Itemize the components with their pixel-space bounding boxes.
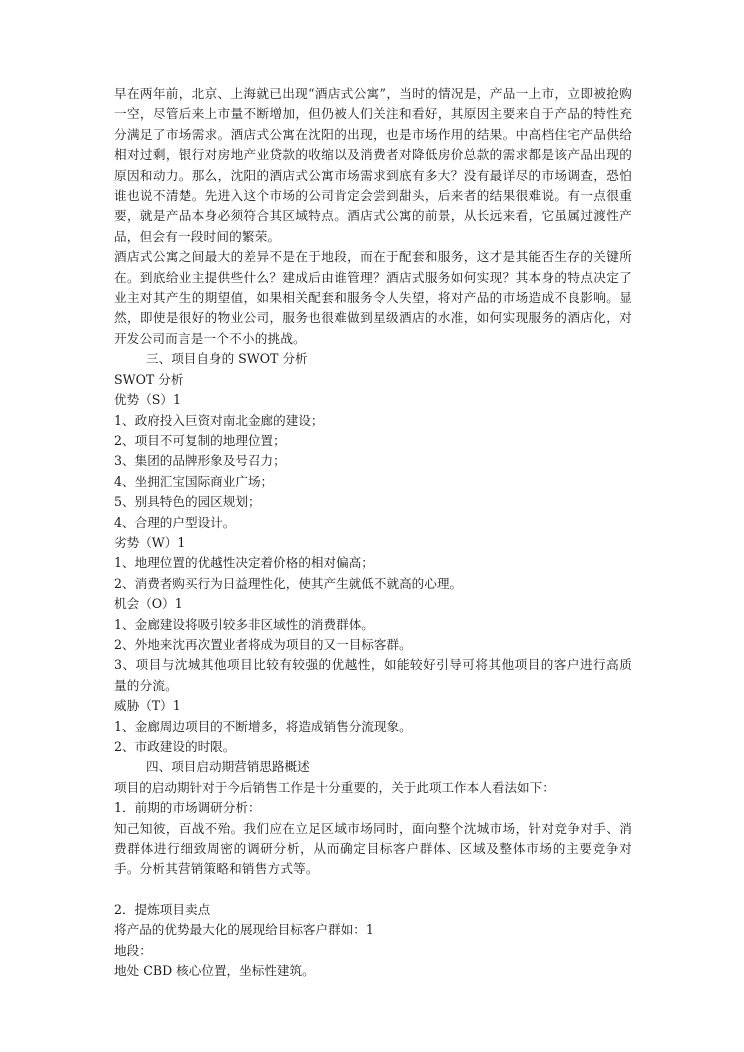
strength-item: 1、政府投入巨资对南北金廊的建设； [114, 412, 324, 428]
opportunity-item: 3、项目与沈城其他项目比较有较强的优越性，如能较好引导可将其他项目的客户进行高质量的分流。 [114, 657, 632, 693]
marketing-section-heading: 四、项目启动期营销思路概述 [146, 759, 310, 775]
strength-item: 4、坐拥汇宝国际商业广场； [114, 473, 274, 489]
opportunity-item: 1、金廊建设将吸引较多非区域性的消费群体。 [114, 616, 374, 632]
blank-line [114, 880, 632, 900]
swot-section-heading: 三、项目自身的 SWOT 分析 [146, 351, 308, 367]
weakness-item: 1、地理位置的优越性决定着价格的相对偏高； [114, 555, 374, 571]
intro-paragraph-1: 早在两年前，北京、上海就已出现“酒店式公寓”，当时的情况是，产品一上市，立即被抢购一空，尽管后来上市量不断增加，但仍被人们关注和看好，其原因主要来自于产品的特性充分满足了市场需求。酒店式公寓在沈阳的出现，也是市场作用的结果。中高档住宅产品供给相对过剩，银行对房地产业贷款的收缩以及消费者对降低房价总款的需求都是该产品出现的原因和动力。那么，沈阳的酒店式公寓市场需求到底有多大？没有最详尽的市场调查，恐怕谁也说不清楚。先进入这个市场的公司肯定会尝到甜头，后来者的结果很难说。有一点很重要，就是产品本身必须符合其区域特点。酒店式公寓的前景，从长远来看，它虽属过渡性产品，但会有一段时间的繁荣。 [114, 86, 632, 244]
opportunities-title: 机会（O）1 [114, 596, 183, 612]
swot-title: SWOT 分析 [114, 371, 184, 387]
strength-item: 4、合理的户型设计。 [114, 514, 236, 530]
weaknesses-title: 劣势（W）1 [114, 534, 186, 550]
intro-paragraph-2: 酒店式公寓之间最大的差异不是在于地段，而在于配套和服务，这才是其能否生存的关键所在。到底给业主提供些什么？建成后由谁管理？酒店式服务如何实现？其本身的特点决定了业主对其产生的期望值，如果相关配套和服务令人失望，将对产品的市场造成不良影响。显然，即使是很好的物业公司，服务也很难做到星级酒店的水准，如何实现服务的酒店化，对开发公司而言是一个不小的挑战。 [114, 249, 632, 346]
strengths-title: 优势（S）1 [114, 392, 182, 408]
location-title: 地段： [114, 942, 152, 958]
strength-item: 2、项目不可复制的地理位置； [114, 432, 286, 448]
strength-item: 3、集团的品牌形象及号召力； [114, 453, 286, 469]
threat-item: 1、金廊周边项目的不断增多，将造成销售分流现象。 [114, 718, 412, 734]
selling-points-title: 2．提炼项目卖点 [114, 901, 211, 917]
strength-item: 5、别具特色的园区规划； [114, 494, 261, 510]
threats-title: 威胁（T）1 [114, 698, 181, 714]
marketing-intro: 项目的启动期针对于今后销售工作是十分重要的，关于此项工作本人看法如下： [114, 779, 555, 795]
location-body: 地处 CBD 核心位置，坐标性建筑。 [114, 963, 315, 979]
weakness-item: 2、消费者购买行为日益理性化，使其产生就低不就高的心理。 [114, 575, 463, 591]
threat-item: 2、市政建设的时限。 [114, 739, 236, 754]
opportunity-item: 2、外地来沈再次置业者将成为项目的又一目标客群。 [114, 636, 412, 652]
selling-points-intro: 将产品的优势最大化的展现给目标客户群如：1 [114, 922, 374, 938]
market-research-body: 知己知彼，百战不殆。我们应在立足区域市场同时，面向整个沈城市场，针对竞争对手、消费群体进行细致周密的调研分析，从而确定目标客户群体、区域及整体市场的主要竞争对手。分析其营销策略和销售方式等。 [114, 820, 632, 877]
market-research-title: 1．前期的市场调研分析： [114, 800, 261, 816]
